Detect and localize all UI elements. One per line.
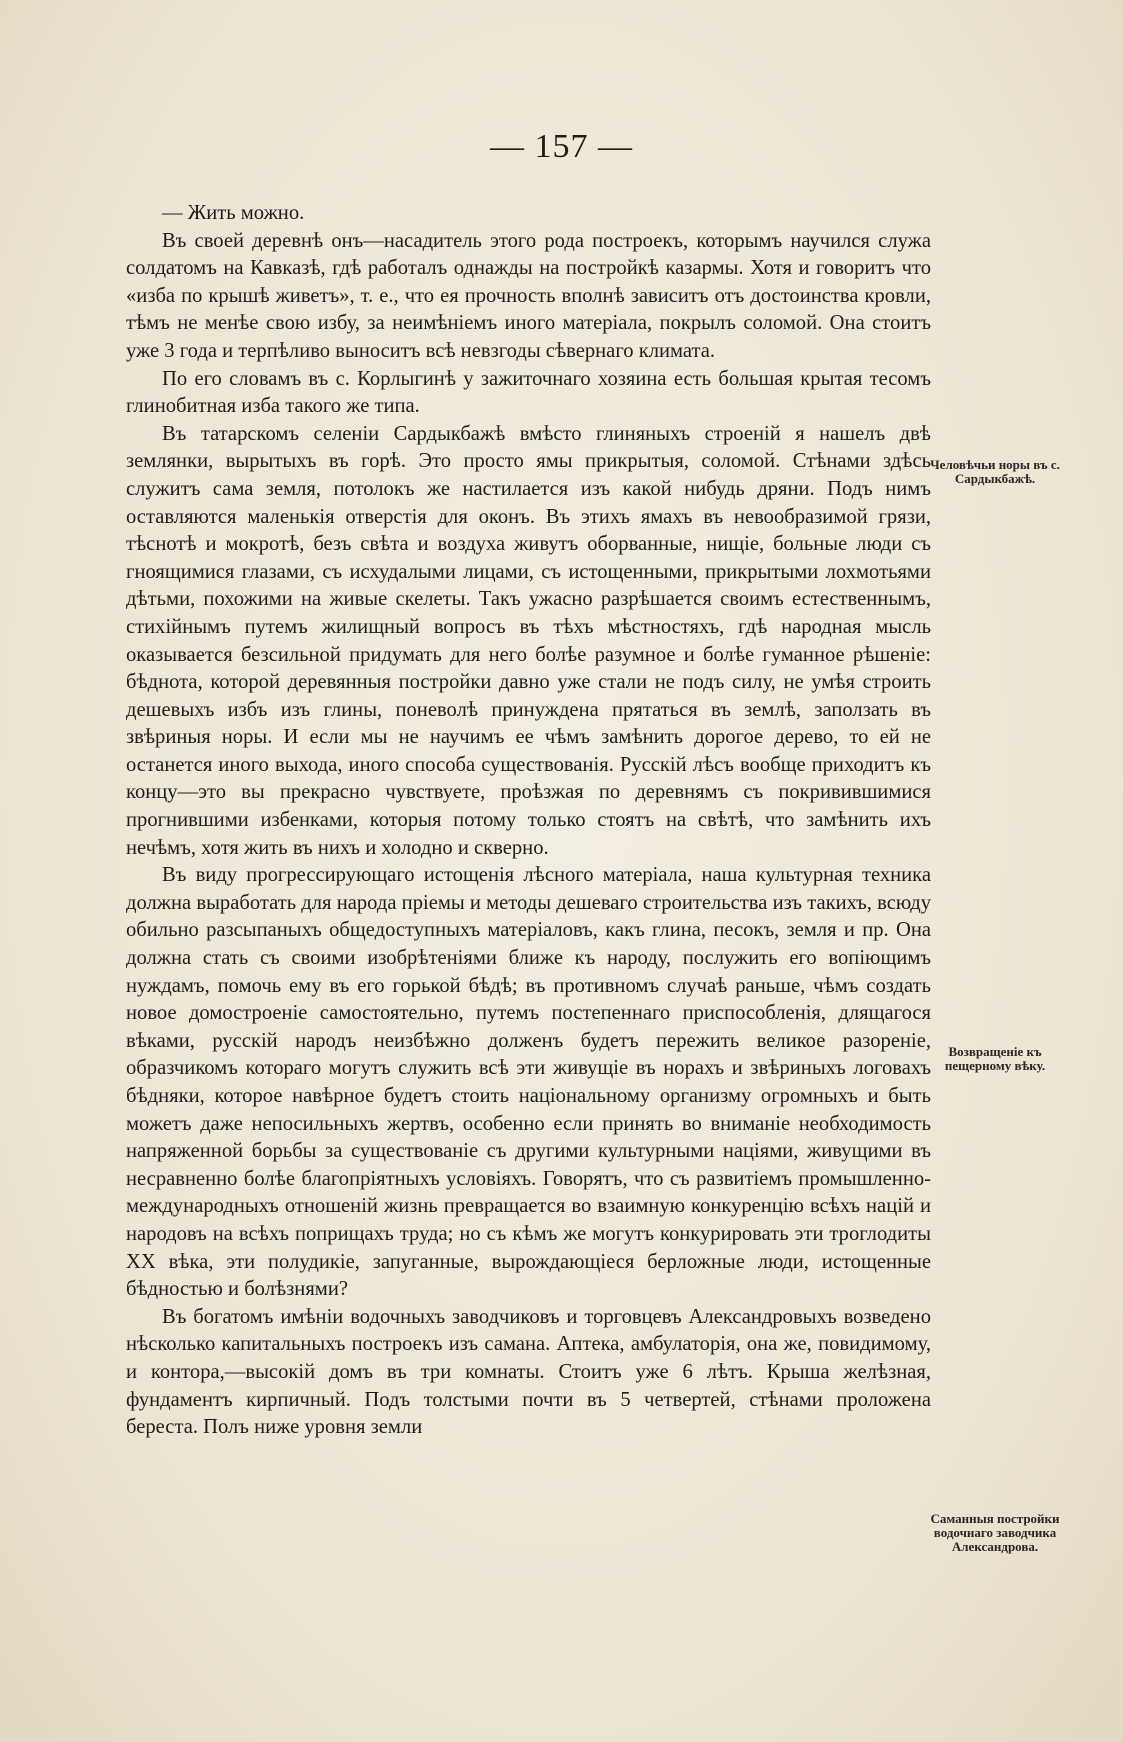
margin-note-saman-buildings: Саманныя постройки водочнаго заводчика Александрова.: [930, 1511, 1060, 1554]
paragraph-2: Въ своей деревнѣ онъ—насадитель этого рода построекъ, которымъ научился служа солдатомъ на Кавказѣ, гдѣ работалъ однажды на постройкѣ казармы. Хотя и говоритъ что «изба по крышѣ живетъ», т. е., что ея прочность вполнѣ зависитъ отъ достоинства кровли, тѣмъ не менѣе свою избу, за неимѣніемъ иного матеріала, покрылъ соломой. Она стоитъ уже 3 года и терпѣливо выноситъ всѣ невзгоды сѣвернаго климата.: [126, 229, 931, 362]
margin-note-human-burrows: Человѣчьи норы въ с. Сардыкбажѣ.: [930, 457, 1060, 486]
body-text: [126, 200, 931, 1442]
paragraph-4: Въ татарскомъ селеніи Сардыкбажѣ вмѣсто глиняныхъ строеній я нашелъ двѣ землянки, вырытыхъ въ горѣ. Это просто ямы прикрытыя, соломой. Стѣнами здѣсь служитъ сама земля, потолокъ же настилается изъ какой нибудь дряни. Подъ нимъ оставляются маленькія отверстія для оконъ. Въ этихъ ямахъ въ невообразимой грязи, тѣснотѣ и мокротѣ, безъ свѣта и воздуха живутъ оборванные, нищіе, больные люди съ гноящимися глазами, съ исхудалыми лицами, съ истощенными, прикрытыми лохмотьями дѣтьми, похожими на живые скелеты. Такъ ужасно разрѣшается своимъ естественнымъ, стихійнымъ путемъ жилищный вопросъ въ тѣхъ мѣстностяхъ, гдѣ народная мысль оказывается безсильной придумать для него болѣе разумное и болѣе гуманное рѣшеніе: бѣднота, которой деревянныя постройки давно уже стали не подъ силу, не умѣя строить дешевыхъ избъ изъ глины, поневолѣ принуждена прятаться въ землѣ, заползать въ звѣриныя норы. И если мы не научимъ ее чѣмъ замѣнить дорогое дерево, то ей не останется иного выхода, иного способа существованія. Русскій лѣсъ вообще приходитъ къ концу—это вы прекрасно чувствуете, проѣзжая по деревнямъ съ покривившимися прогнившими избенками, которыя потому только стоятъ на свѣтѣ, что замѣнить ихъ нечѣмъ, хотя жить въ нихъ и холодно и скверно.: [126, 422, 931, 859]
page-number: — 157 —: [490, 128, 633, 165]
paragraph-5: Въ виду прогрессирующаго истощенія лѣсного матеріала, наша культурная техника должна выработать для народа пріемы и методы дешеваго строительства изъ такихъ, всюду обильно разсыпаныхъ общедоступныхъ матеріаловъ, какъ глина, песокъ, земля и пр. Она должна стать съ своими изобрѣтеніями ближе къ народу, послужить его вопіющимъ нуждамъ, помочь ему въ его горькой бѣдѣ; въ противномъ случаѣ раньше, чѣмъ создать новое домостроеніе самостоятельно, путемъ постепеннаго приспособленія, длящагося вѣками, русскій народъ неизбѣжно долженъ будетъ пережить великое разореніе, образчикомъ котораго могутъ служить всѣ эти живущіе въ норахъ и звѣриныхъ логовахъ бѣдняки, которое навѣрное будетъ стоить національному организму огромныхъ и быть можетъ даже непосильныхъ жертвъ, особенно если принять во вниманіе необходимость напряженной борьбы за существованіе съ другими культурными націями, живущими въ несравненно болѣе благопріятныхъ условіяхъ. Говорятъ, что съ развитіемъ промышленно-международныхъ отношеній жизнь превращается во взаимную конкуренцію всѣхъ націй и народовъ на всѣхъ поприщахъ труда; но съ кѣмъ же могутъ конкурировать эти троглодиты XX вѣка, эти полудикіе, запуганные, вырождающіеся берложные люди, истощенные бѣдностью и болѣзнями?: [126, 864, 931, 1301]
paragraph-3: По его словамъ въ с. Корлыгинѣ у зажиточнаго хозяина есть большая крытая тесомъ глинобитная изба такого же типа.: [126, 367, 931, 418]
paragraph-6: Въ богатомъ имѣніи водочныхъ заводчиковъ и торговцевъ Александровыхъ возведено нѣсколько капитальныхъ построекъ изъ самана. Аптека, амбулаторія, она же, повидимому, и контора,—высокій домъ въ три комнаты. Стоитъ уже 6 лѣтъ. Крыша желѣзная, фундаментъ кирпичный. Подъ толстыми почти въ 5 четвертей, стѣнами проложена береста. Полъ ниже уровня земли: [126, 1305, 931, 1439]
margin-note-return-to-cave-age: Возвращеніе къ пещерному вѣку.: [944, 1044, 1046, 1073]
paragraph-1: — Жить можно.: [162, 202, 305, 224]
